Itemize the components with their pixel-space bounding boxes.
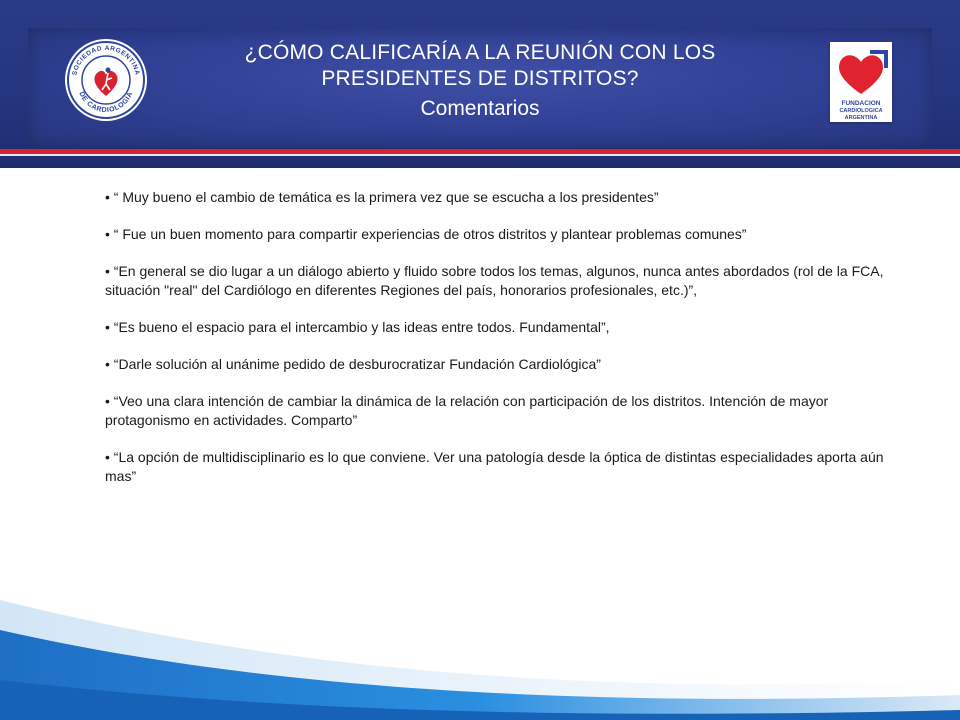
slide-title: ¿CÓMO CALIFICARÍA A LA REUNIÓN CON LOS PRESIDENTES DE DISTRITOS? — [244, 41, 716, 90]
comment-item: • “Darle solución al unánime pedido de desburocratizar Fundación Cardiológica” — [105, 356, 601, 372]
svg-text:FUNDACION: FUNDACION — [841, 100, 881, 107]
heart-icon — [838, 52, 886, 94]
slide-subtitle: Comentarios — [420, 97, 540, 120]
comments-list — [105, 188, 905, 504]
fca-logo — [830, 42, 892, 122]
svg-text:ARGENTINA: ARGENTINA — [844, 115, 878, 121]
comment-item: • “En general se dio lugar a un diálogo abierto y fluido sobre todos los temas, algunos, nunca antes abordados (rol de la FCA, situación "real" del Cardiólogo en diferentes Regiones del país, honorarios profesionales, etc.)”, — [105, 263, 884, 298]
svg-text:CARDIOLOGICA: CARDIOLOGICA — [839, 108, 883, 114]
comment-item: • “ Muy bueno el cambio de temática es la primera vez que se escucha a los presidentes” — [105, 189, 659, 205]
header-white-divider — [0, 154, 960, 156]
svg-text:DE CARDIOLOGIA: DE CARDIOLOGIA — [77, 90, 135, 115]
comment-item: • “Veo una clara intención de cambiar la dinámica de la relación con participación de los distritos. Intención de mayor protagonismo en actividades. Comparto” — [105, 393, 829, 428]
comment-item: • “ Fue un buen momento para compartir experiencias de otros distritos y plantear problemas comunes” — [105, 226, 747, 242]
svg-text:SOCIEDAD ARGENTINA: SOCIEDAD ARGENTINA — [71, 44, 141, 77]
sac-logo — [64, 38, 148, 122]
comment-item: • “La opción de multidisciplinario es lo que conviene. Ver una patología desde la óptica de distintas especialidades aporta aún mas” — [105, 449, 884, 484]
footer-swoosh — [0, 560, 960, 720]
comment-item: • “Es bueno el espacio para el intercambio y las ideas entre todos. Fundamental”, — [105, 319, 610, 335]
